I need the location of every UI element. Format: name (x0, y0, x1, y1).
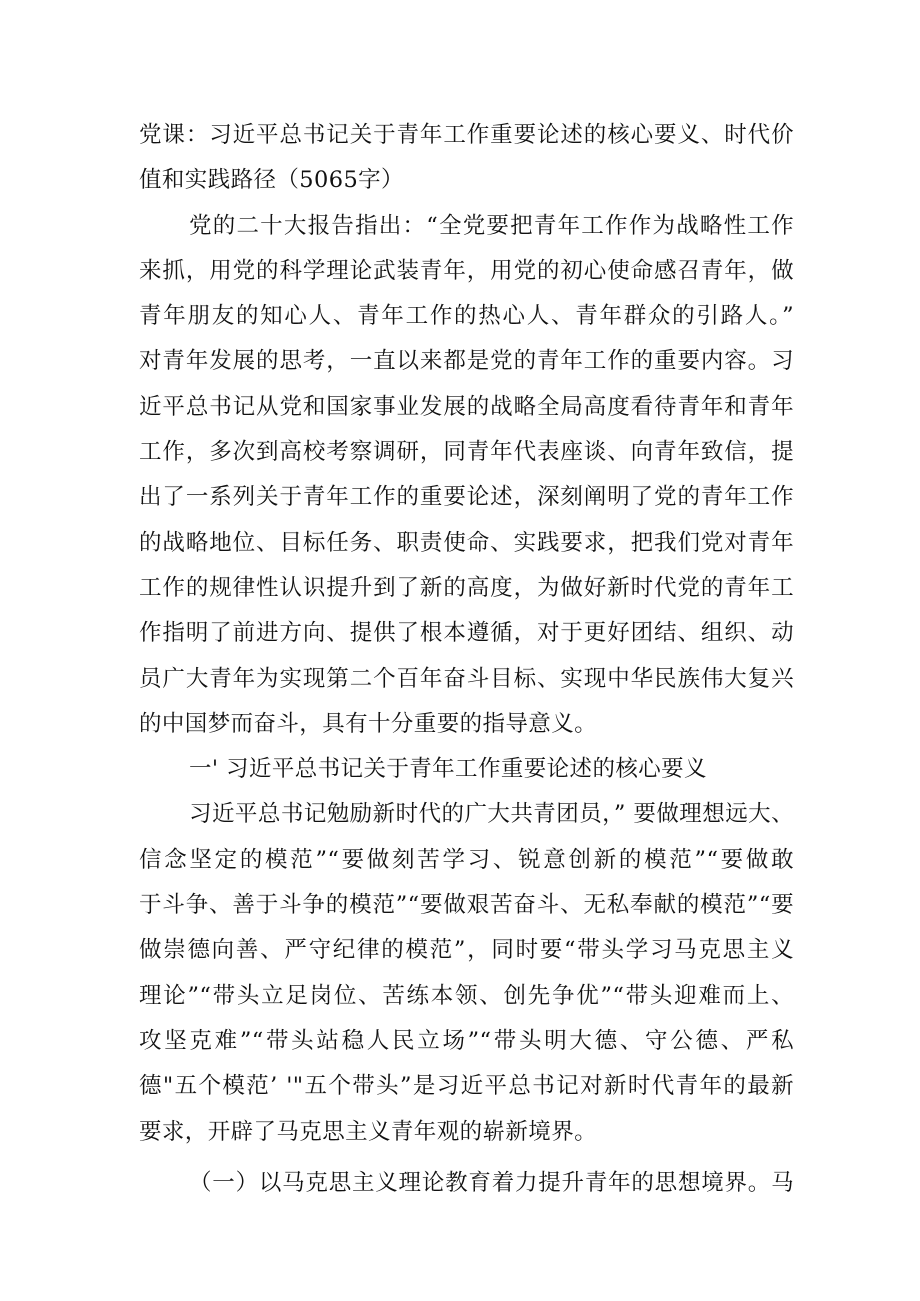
paragraph-2-line-4: 做崇德向善、严守纪律的模范”，同时要“带头学习马克思主义 (139, 937, 794, 964)
paragraph-1-line-3: 青年朋友的知心人、青年工作的热心人、青年群众的引路人。” (139, 303, 794, 330)
subsection-1-line: （一）以马克思主义理论教育着力提升青年的思想境界。马 (189, 1169, 794, 1196)
paragraph-2-line-8: 要求，开辟了马克思主义青年观的崭新境界。 (139, 1118, 598, 1145)
document-body (139, 113, 794, 1206)
paragraph-1-line-8: 的战略地位、目标任务、职责使命、实践要求，把我们党对青年 (139, 529, 794, 556)
paragraph-1-line-1: 党的二十大报告指出：“全党要把青年工作作为战略性工作 (189, 212, 794, 239)
paragraph-1-line-4: 对青年发展的思考，一直以来都是党的青年工作的重要内容。习 (139, 348, 794, 375)
paragraph-1-line-6: 工作，多次到高校考察调研，同青年代表座谈、向青年致信，提 (139, 439, 794, 466)
paragraph-2-line-1: 习近平总书记勉励新时代的广大共青团员，” 要做理想远大、 (189, 801, 794, 828)
paragraph-2-line-5: 理论”“带头立足岗位、苦练本领、创先争优”“带头迎难而上、 (139, 982, 794, 1009)
paragraph-1-line-9: 工作的规律性认识提升到了新的高度，为做好新时代党的青年工 (139, 574, 794, 601)
paragraph-1-line-11: 员广大青年为实现第二个百年奋斗目标、实现中华民族伟大复兴 (139, 665, 794, 692)
document-title-line-1: 党课：习近平总书记关于青年工作重要论述的核心要义、时代价 (139, 122, 794, 148)
paragraph-1-line-2: 来抓，用党的科学理论武装青年，用党的初心使命感召青年，做 (139, 257, 794, 284)
paragraph-2-line-6: 攻坚克难”“带头站稳人民立场”“带头明大德、守公德、严私 (139, 1027, 794, 1054)
paragraph-1-line-7: 出了一系列关于青年工作的重要论述，深刻阐明了党的青年工作 (139, 484, 794, 511)
paragraph-1-line-5: 近平总书记从党和国家事业发展的战略全局高度看待青年和青年 (139, 393, 794, 420)
section-1-heading: 一' 习近平总书记关于青年工作重要论述的核心要义 (189, 756, 707, 783)
paragraph-2-line-2: 信念坚定的模范”“要做刻苦学习、锐意创新的模范”“要做敢 (139, 846, 794, 873)
paragraph-2-line-7: 德"五个模范’ '"五个带头”是习近平总书记对新时代青年的最新 (139, 1073, 794, 1100)
paragraph-1-line-10: 作指明了前进方向、提供了根本遵循，对于更好团结、组织、动 (139, 620, 794, 647)
paragraph-2-line-3: 于斗争、善于斗争的模范”“要做艰苦奋斗、无私奉献的模范”“要 (139, 892, 794, 919)
paragraph-1-line-12: 的中国梦而奋斗，具有十分重要的指导意义。 (139, 710, 598, 737)
document-title-line-2: 值和实践路径（5065字） (139, 167, 404, 194)
